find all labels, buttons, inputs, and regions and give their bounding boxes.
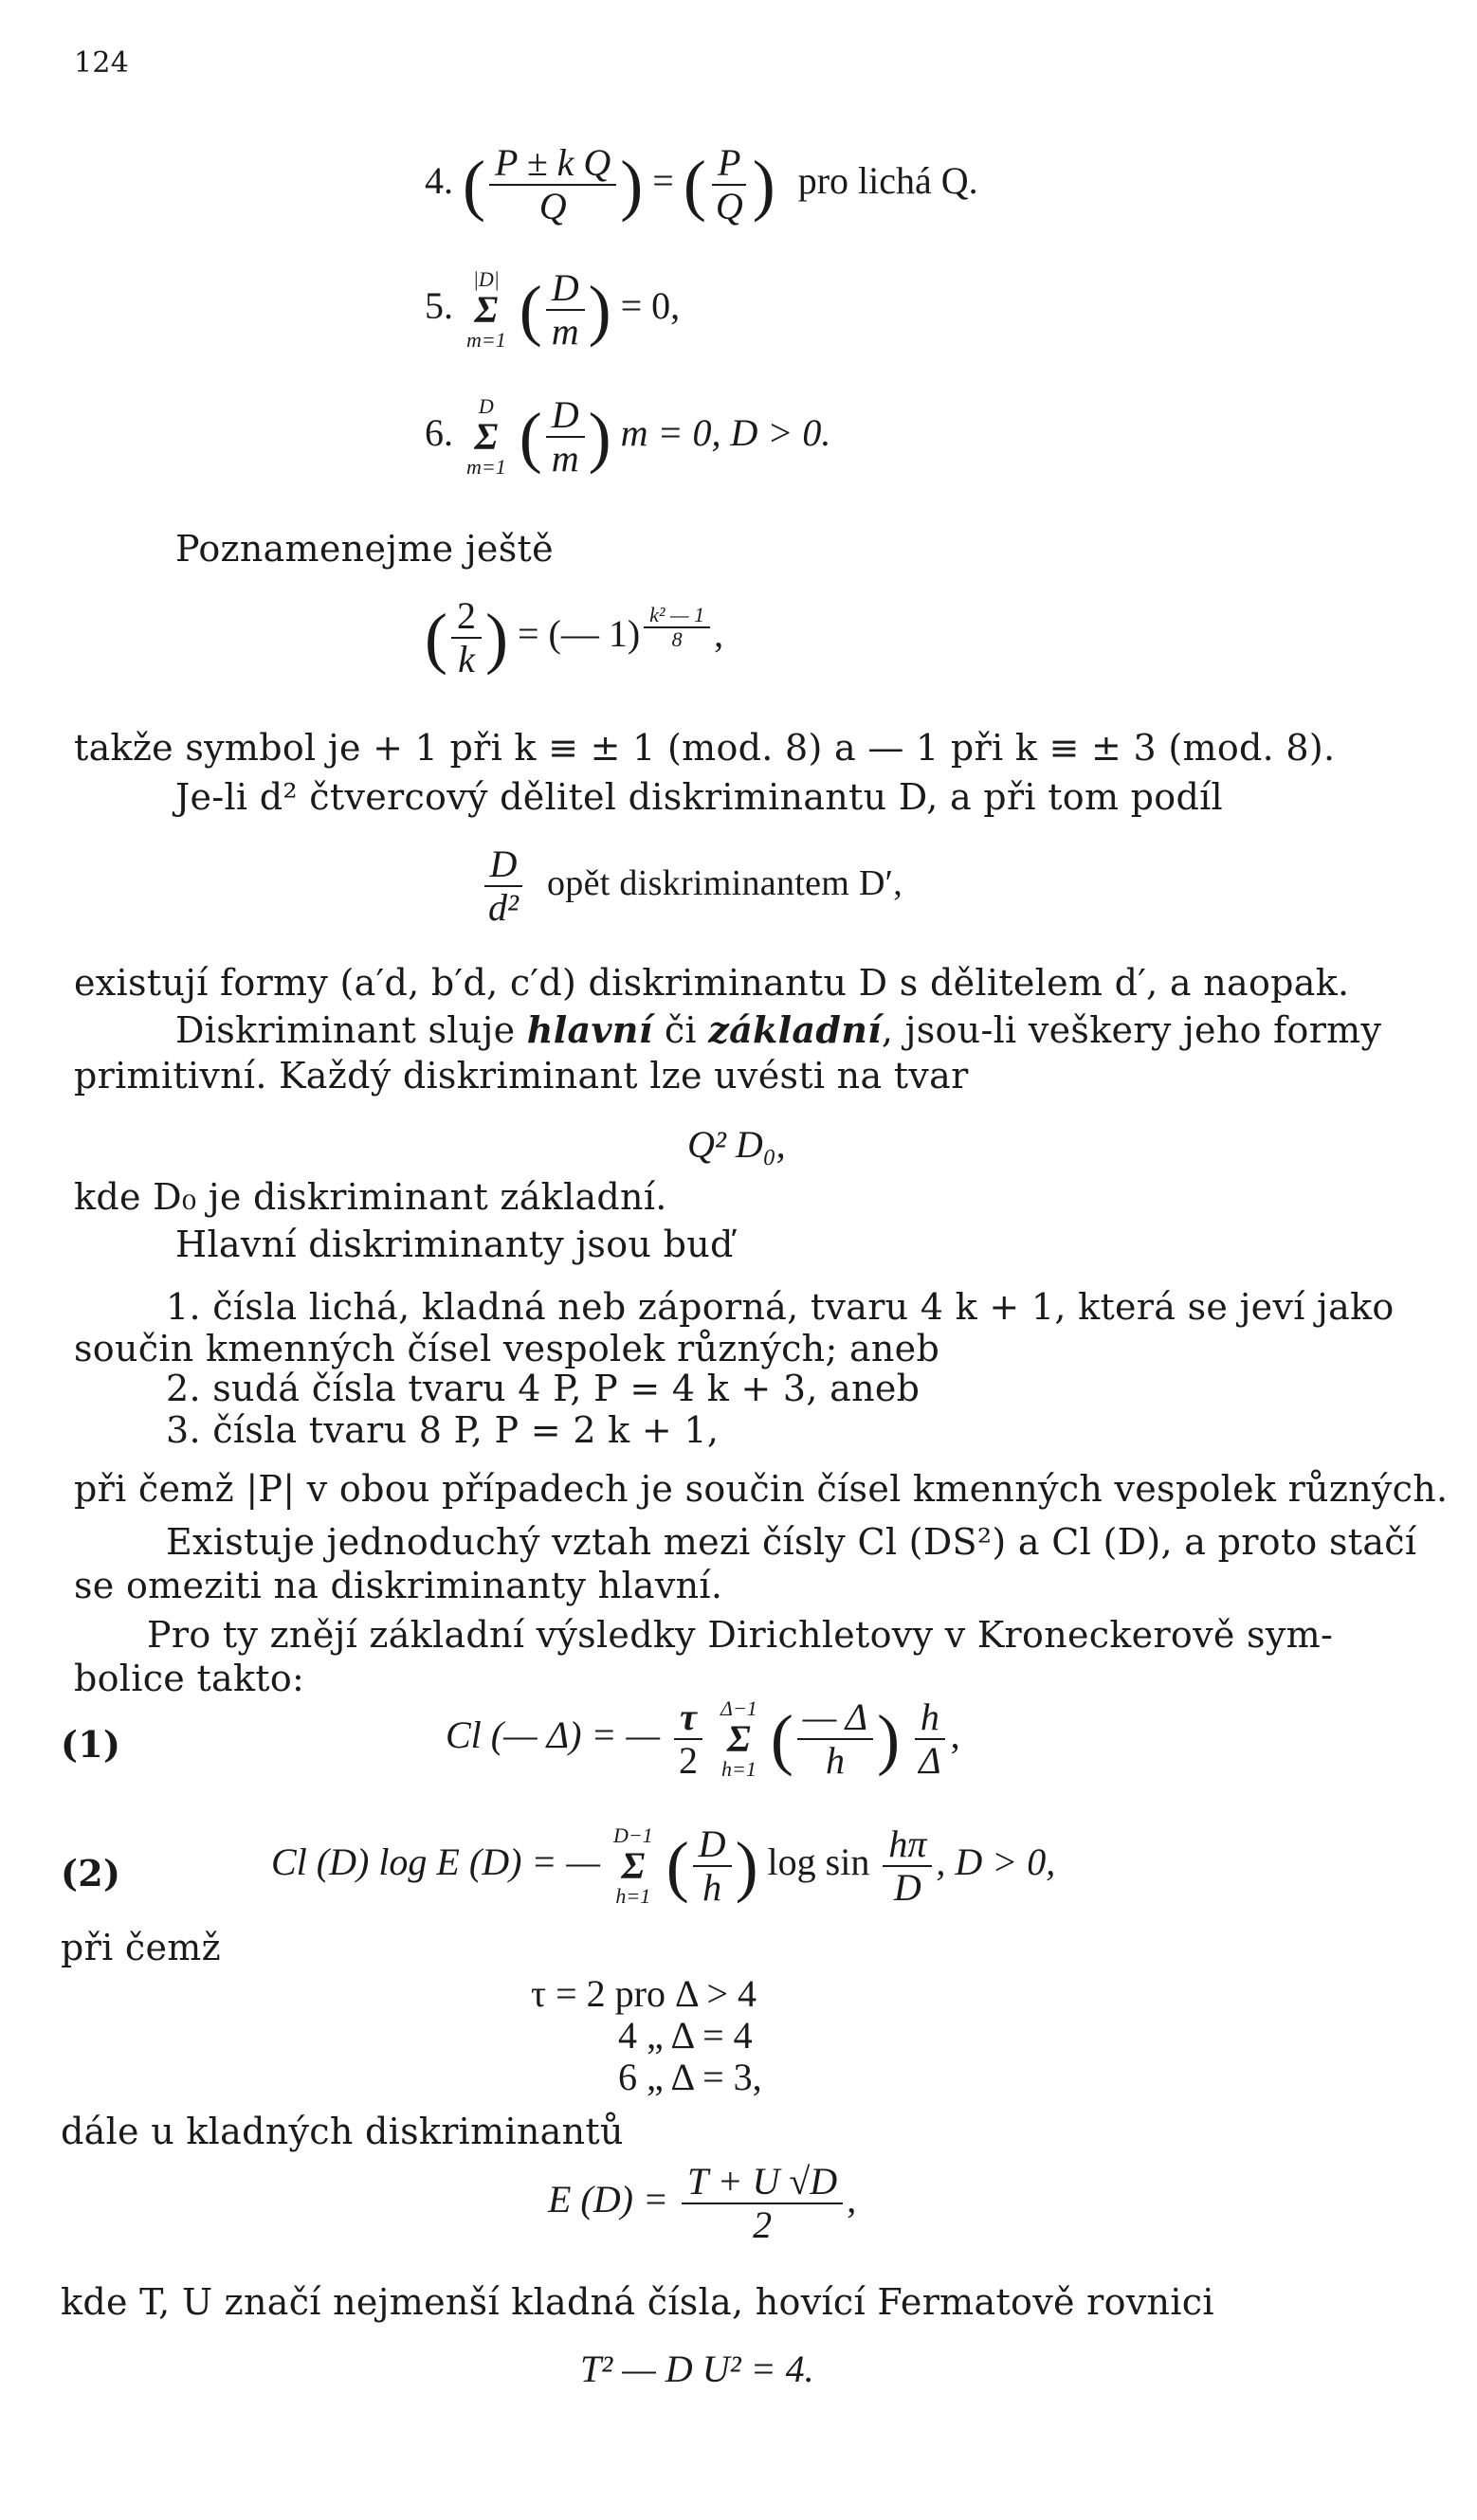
equation-1: Cl (— Δ) = — $\frac{\tau}{2}$ Δ−1 Σ h=1 ( $\frac{— \Delta}{h}$ ) $\frac{h}{\Delta}$ ,: [446, 1695, 960, 1782]
paragraph-pro-line2: bolice takto:: [74, 1658, 305, 1699]
exponent-fraction: $\frac{\text{k² — 1}}{8}$: [644, 604, 710, 651]
equation-q2d0: Q² D₀,: [687, 1123, 786, 1166]
paragraph-diskriminant-line2: primitivní. Každý diskriminant lze uvésti na tvar: [74, 1055, 969, 1097]
line-hlavni: Hlavní diskriminanty jsou buď: [175, 1224, 734, 1265]
equation-1-label: (1): [61, 1723, 121, 1766]
paragraph-existuje-line2: se omeziti na diskriminanty hlavní.: [74, 1565, 723, 1606]
line-pricemz: při čemž |P| v obou případech je součin čísel kmenných vespolek různých.: [74, 1468, 1449, 1510]
term-zakladni: základní: [708, 1008, 882, 1051]
equation-pell: T² — D U² = 4.: [580, 2348, 814, 2390]
sum-symbol: D−1 Σ h=1: [612, 1823, 653, 1908]
line-existuji: existují formy (a′d, b′d, c′d) diskriminantu D s dělitelem d′, a naopak.: [74, 962, 1350, 1004]
term-hlavni: hlavní: [526, 1008, 653, 1051]
equation-4-lhs-fraction: $\frac{\text{P ± k Q}}{Q}$: [489, 142, 616, 227]
page-number: 124: [74, 46, 130, 80]
sum-symbol: |D| Σ m=1: [466, 267, 506, 352]
tau-table-row-1: τ = 2 pro Δ > 4: [531, 1972, 757, 2015]
line-jeli: Je-li d² čtvercový dělitel diskriminantu D, a při tom podíl: [175, 776, 1224, 818]
paragraph-note: Poznamenejme ještě: [175, 528, 554, 570]
list-item-2: 2. sudá čísla tvaru 4 P, P = 4 k + 3, aneb: [166, 1368, 921, 1409]
tau-table-row-2: 4 „ Δ = 4: [618, 2014, 753, 2057]
sum-symbol: D Σ m=1: [466, 394, 506, 479]
line-kde: kde D₀ je diskriminant základní.: [74, 1176, 667, 1218]
equation-6: 6. D Σ m=1 ( $\frac{D}{m}$ ) m = 0, D > 0.: [425, 393, 831, 480]
equation-E: E (D) = $\frac{T + U √D}{2}$ ,: [548, 2160, 857, 2246]
line-pricemz-2: při čemž: [61, 1927, 221, 1968]
equation-legendre-2: ( $\frac{2}{k}$ ) = (— 1) $\frac{\text{k² — 1}}{8}$ ,: [425, 594, 724, 680]
list-item-1-line1: 1. čísla lichá, kladná neb záporná, tvaru 4 k + 1, která se jeví jako: [166, 1286, 1395, 1328]
line-dale: dále u kladných diskriminantů: [61, 2111, 624, 2152]
equation-4-rhs-fraction: $\frac{P}{Q}$: [710, 142, 749, 227]
equation-5: 5. |D| Σ m=1 ( $\frac{D}{m}$ ) = 0,: [425, 266, 681, 353]
line-kde-2: kde T, U značí nejmenší kladná čísla, hovící Fermatově rovnici: [61, 2281, 1214, 2323]
sum-symbol: Δ−1 Σ h=1: [720, 1696, 757, 1781]
line-takze: takže symbol je + 1 při k ≡ ± 1 (mod. 8) a — 1 při k ≡ ± 3 (mod. 8).: [74, 727, 1336, 769]
tau-over-2: $\frac{\tau}{2}$: [673, 1696, 703, 1782]
equation-2-label: (2): [61, 1852, 121, 1895]
paragraph-diskriminant-line1: Diskriminant sluje hlavní či základní, jsou-li veškery jeho formy: [175, 1008, 1382, 1051]
equation-4: 4. ( $\frac{\text{P ± k Q}}{Q}$ ) = ( $\frac{P}{Q}$ ) pro lichá Q.: [425, 141, 978, 227]
equation-2: Cl (D) log E (D) = — D−1 Σ h=1 ( $\frac{D}{h}$ ) log sin $\frac{h\pi}{D}$ , D > 0,: [271, 1822, 1056, 1909]
list-item-3: 3. čísla tvaru 8 P, P = 2 k + 1,: [166, 1409, 720, 1451]
tau-table-row-3: 6 „ Δ = 3,: [618, 2056, 762, 2098]
equation-d-over-d2: $\frac{D}{\text{d²}}$ opět diskriminantem D′,: [479, 843, 903, 929]
paragraph-pro-line1: Pro ty znějí základní výsledky Dirichletovy v Kroneckerově sym-: [147, 1614, 1334, 1656]
list-item-1-line2: součin kmenných čísel vespolek různých; aneb: [74, 1328, 940, 1369]
paragraph-existuje-line1: Existuje jednoduchý vztah mezi čísly Cl (DS²) a Cl (D), a proto stačí: [166, 1521, 1417, 1563]
equation-4-number: 4.: [425, 159, 453, 203]
